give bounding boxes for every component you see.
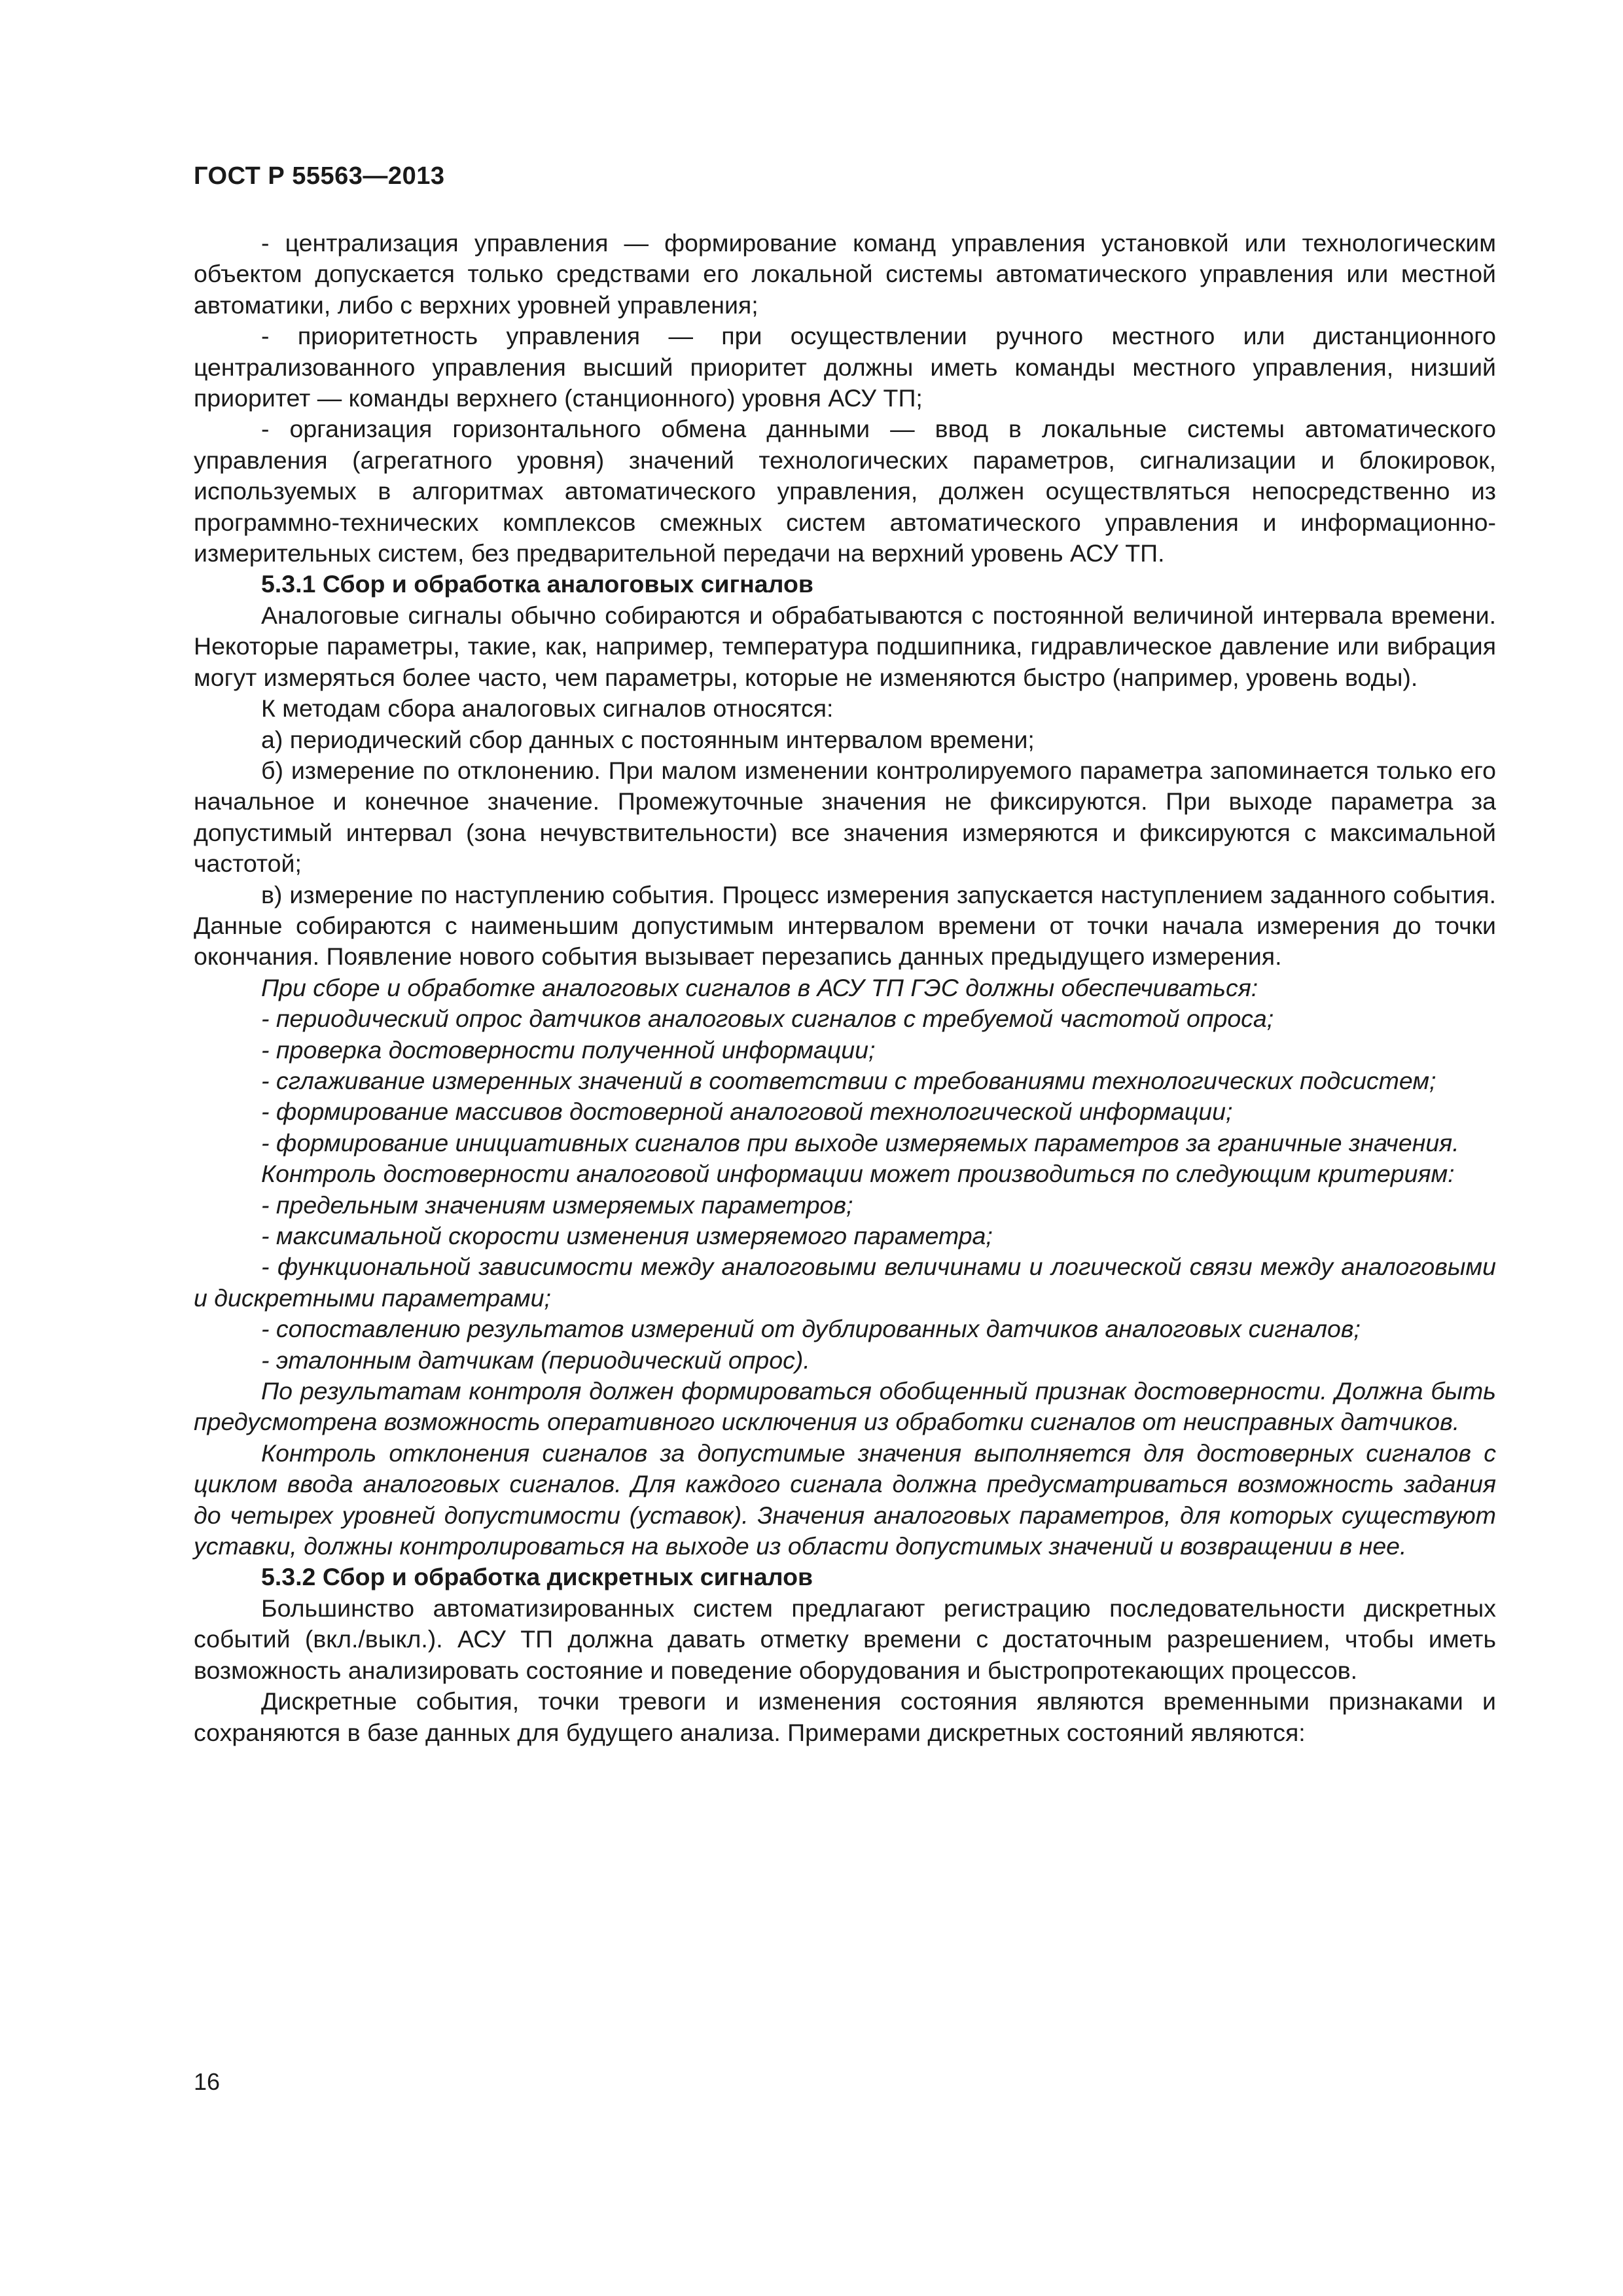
list-item-method-b: б) измерение по отклонению. При малом изменении контролируемого параметра запоминается только его начальное и конечное значение. Промежуточные значения не фиксируются. При выходе параметра за допустимый интервал (зона нечувствительности) все значения измеряются и фиксируются с максимальной частотой;: [194, 756, 1496, 878]
list-item-functional-dependency: - функциональной зависимости между аналоговыми величинами и логической связи между аналоговыми и дискретными параметрами;: [194, 1253, 1496, 1312]
list-item-validity-check: - проверка достоверности полученной информации;: [261, 1035, 876, 1064]
paragraph-discrete-events: Дискретные события, точки тревоги и изменения состояния являются временными признаками и сохраняются в базе данных для будущего анализа. Примерами дискретных состояний являются:: [194, 1687, 1496, 1746]
paragraph-discrete-intro: Большинство автоматизированных систем предлагают регистрацию последовательности дискретных событий (вкл./выкл.). АСУ ТП должна давать отметку времени с достаточным разрешением, чтобы иметь возможность анализировать состояние и поведение оборудования и быстропротекающих процессов.: [194, 1594, 1496, 1684]
paragraph-requirements-intro: При сборе и обработке аналоговых сигналов в АСУ ТП ГЭС должны обеспечиваться:: [261, 973, 1258, 1001]
paragraph-validity-criteria: Контроль достоверности аналоговой информации может производиться по следующим критериям:: [261, 1160, 1455, 1188]
document-body: [194, 228, 1496, 1748]
list-item-reference-sensors: - эталонным датчикам (периодический опрос).: [261, 1346, 810, 1374]
list-item-smoothing: - сглаживание измеренных значений в соответствии с требованиями технологических подсистем;: [261, 1066, 1436, 1094]
list-item-horizontal-exchange: - организация горизонтального обмена данными — ввод в локальные системы автоматического управления (агрегатного уровня) значений технологических параметров, сигнализации и блокировок, используемых в алгоритмах автоматического управления, должен осуществляться непосредственно из программно-технических комплексов смежных систем автоматического управления и информационно-измерительных систем, без предварительной передачи на верхний уровень АСУ ТП.: [194, 415, 1496, 567]
paragraph-validity-flag: По результатам контроля должен формироваться обобщенный признак достоверности. Должна быть предусмотрена возможность оперативного исключения из обработки сигналов от неисправных датчиков.: [194, 1377, 1496, 1436]
paragraph-deviation-control: Контроль отклонения сигналов за допустимые значения выполняется для достоверных сигналов с циклом ввода аналоговых сигналов. Для каждого сигнала должна предусматриваться возможность задания до четырех уровней допустимости (уставок). Значения аналоговых параметров, для которых существуют уставки, должны контролироваться на выходе из области допустимых значений и возвращении в нее.: [194, 1439, 1496, 1560]
list-item-priority: - приоритетность управления — при осуществлении ручного местного или дистанционного централизованного управления высший приоритет должны иметь команды местного управления, низший приоритет — команды верхнего (станционного) уровня АСУ ТП;: [194, 322, 1496, 412]
section-heading-5-3-1: 5.3.1 Сбор и обработка аналоговых сигналов: [261, 570, 813, 598]
list-item-method-a: а) периодический сбор данных с постоянным интервалом времени;: [261, 725, 1035, 753]
paragraph-methods-intro: К методам сбора аналоговых сигналов относятся:: [261, 694, 834, 723]
paragraph-analog-intro: Аналоговые сигналы обычно собираются и обрабатываются с постоянной величиной интервала времени. Некоторые параметры, такие, как, например, температура подшипника, гидравлическое давление или вибрация могут измеряться более часто, чем параметры, которые не изменяются быстро (например, уровень воды).: [194, 601, 1496, 691]
list-item-centralization: - централизация управления — формирование команд управления установкой или технологическим объектом допускается только средствами его локальной системы автоматического управления или местной автоматики, либо с верхних уровней управления;: [194, 229, 1496, 319]
list-item-limit-values: - предельным значениям измеряемых параметров;: [261, 1191, 853, 1219]
list-item-method-v: в) измерение по наступлению события. Процесс измерения запускается наступлением заданного события. Данные собираются с наименьшим допустимым интервалом времени от точки начала измерения до точки окончания. Появление нового события вызывает перезапись данных предыдущего измерения.: [194, 880, 1496, 971]
page-number: 16: [194, 2068, 221, 2095]
list-item-max-rate: - максимальной скорости изменения измеряемого параметра;: [261, 1222, 993, 1249]
document-code-header: ГОСТ Р 55563—2013: [194, 162, 445, 190]
list-item-duplicate-sensors: - сопоставлению результатов измерений от дублированных датчиков аналоговых сигналов;: [261, 1315, 1361, 1343]
list-item-initiative-signals: - формирование инициативных сигналов при выходе измеряемых параметров за граничные значения.: [261, 1128, 1459, 1157]
list-item-arrays: - формирование массивов достоверной аналоговой технологической информации;: [261, 1098, 1233, 1126]
section-heading-5-3-2: 5.3.2 Сбор и обработка дискретных сигналов: [261, 1563, 813, 1591]
list-item-periodic-polling: - периодический опрос датчиков аналоговых сигналов с требуемой частотой опроса;: [261, 1005, 1274, 1033]
